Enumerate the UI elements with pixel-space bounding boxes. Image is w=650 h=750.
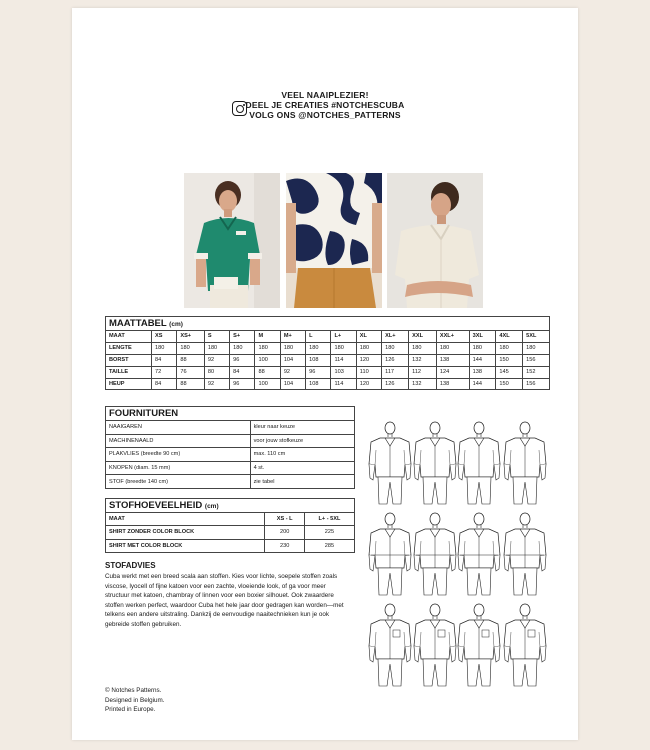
row-label: BORST: [106, 354, 152, 366]
notion-value: kleur naar keuze: [250, 421, 354, 435]
table-cell: 144: [469, 378, 496, 390]
header-text: [72, 90, 578, 120]
table-cell: 180: [409, 342, 437, 354]
notion-label: MACHINENAALD: [106, 434, 251, 448]
table-cell: 96: [230, 354, 255, 366]
table-cell: 120: [356, 354, 381, 366]
photo-model-cream-shirt: [387, 173, 483, 308]
fabric-header-cell: L+ - 5XL: [304, 513, 354, 526]
table-cell: 108: [306, 354, 331, 366]
fabric-quantity-table: [105, 498, 355, 553]
table-cell: 96: [306, 366, 331, 378]
table-cell: 145: [496, 366, 523, 378]
notion-value: max. 110 cm: [250, 448, 354, 462]
size-header-cell: 4XL: [496, 331, 523, 343]
table-row: [106, 434, 355, 448]
notion-value: zie tabel: [250, 475, 354, 489]
table-cell: 114: [331, 378, 356, 390]
table-cell: 156: [523, 378, 550, 390]
table-cell: 180: [152, 342, 177, 354]
row-label: LENGTE: [106, 342, 152, 354]
size-chart-table: [105, 316, 550, 390]
size-chart-header-row: [106, 331, 550, 343]
table-cell: 88: [177, 354, 204, 366]
size-header-cell: XL: [356, 331, 381, 343]
table-row: [106, 475, 355, 489]
table-row: [106, 366, 550, 378]
size-header-cell: XS: [152, 331, 177, 343]
table-cell: 138: [469, 366, 496, 378]
fabric-header-cell: XS - L: [265, 513, 305, 526]
table-cell: 180: [496, 342, 523, 354]
table-cell: 180: [356, 342, 381, 354]
table-cell: 180: [204, 342, 229, 354]
fabric-advice-title: STOFADVIES: [105, 561, 156, 570]
size-header-cell: 3XL: [469, 331, 496, 343]
size-header-cell: XXL: [409, 331, 437, 343]
table-row: [106, 354, 550, 366]
pattern-page: [72, 8, 578, 740]
table-cell: 180: [523, 342, 550, 354]
table-cell: 180: [331, 342, 356, 354]
fabric-advice-text: Cuba werkt met een breed scala aan stoffen. Kies voor lichte, soepele stoffen zoals viscose, lyocell of fijne katoen voor een zachte, vloeiende look, of ga voor meer structuur met katoen, chambray of linnen voor een boxier silhouet. Ook zwaardere stoffen werken perfect, waardoor Cuba het hele jaar door gedragen kan worden—met telkens een andere uitstraling. Dankzij de eenvoudige naaitechnieken kun je ook gebreide stoffen gebruiken.: [105, 573, 344, 628]
table-row: [106, 421, 355, 435]
printed-line: Printed in Europe.: [105, 706, 156, 714]
row-label: TAILLE: [106, 366, 152, 378]
table-row: [106, 342, 550, 354]
designed-line: Designed in Belgium.: [105, 696, 165, 704]
table-cell: 114: [331, 354, 356, 366]
table-row: [106, 378, 550, 390]
table-cell: 72: [152, 366, 177, 378]
table-cell: 108: [306, 378, 331, 390]
table-cell: 180: [382, 342, 409, 354]
table-cell: 156: [523, 354, 550, 366]
table-cell: 150: [496, 378, 523, 390]
table-cell: 117: [382, 366, 409, 378]
instagram-icon: [232, 101, 247, 116]
fabric-row-label: SHIRT MET COLOR BLOCK: [106, 539, 265, 552]
table-cell: 138: [436, 354, 469, 366]
size-header-cell: MAAT: [106, 331, 152, 343]
table-cell: 100: [255, 378, 280, 390]
size-chart-title: MAATTABEL (cm): [106, 317, 550, 331]
table-cell: 88: [255, 366, 280, 378]
photo-model-green-shirt: [184, 173, 280, 308]
fabric-row-label: SHIRT ZONDER COLOR BLOCK: [106, 526, 265, 539]
size-header-cell: M+: [280, 331, 305, 343]
table-cell: 180: [255, 342, 280, 354]
table-cell: 124: [436, 366, 469, 378]
table-cell: 120: [356, 378, 381, 390]
table-cell: 180: [469, 342, 496, 354]
table-cell: 138: [436, 378, 469, 390]
fabric-quantity-header-row: [106, 513, 355, 526]
table-cell: 84: [152, 378, 177, 390]
table-cell: 104: [280, 354, 305, 366]
table-cell: 180: [280, 342, 305, 354]
size-header-cell: S+: [230, 331, 255, 343]
copyright-line: © Notches Patterns.: [105, 687, 162, 694]
size-chart-title-row: [106, 317, 550, 331]
table-cell: 126: [382, 378, 409, 390]
size-header-cell: S: [204, 331, 229, 343]
table-cell: 103: [331, 366, 356, 378]
size-header-cell: 5XL: [523, 331, 550, 343]
size-header-cell: L+: [331, 331, 356, 343]
photo-print-shirt-detail: [286, 173, 382, 308]
table-cell: 92: [204, 354, 229, 366]
technical-figures-illustration: [368, 408, 558, 693]
fabric-quantity-title: STOFHOEVEELHEID (cm): [106, 499, 355, 513]
row-label: HEUP: [106, 378, 152, 390]
table-cell: 132: [409, 354, 437, 366]
notion-label: PLAKVLIES (breedte 90 cm): [106, 448, 251, 462]
size-header-cell: L: [306, 331, 331, 343]
size-header-cell: M: [255, 331, 280, 343]
table-cell: 110: [356, 366, 381, 378]
table-cell: 180: [306, 342, 331, 354]
table-cell: 132: [409, 378, 437, 390]
table-cell: 88: [177, 378, 204, 390]
notion-label: STOF (breedte 140 cm): [106, 475, 251, 489]
table-cell: 152: [523, 366, 550, 378]
table-row: [106, 526, 355, 539]
table-cell: 150: [496, 354, 523, 366]
table-cell: 84: [230, 366, 255, 378]
table-cell: 84: [152, 354, 177, 366]
notion-label: KNOPEN (diam. 15 mm): [106, 461, 251, 475]
size-header-cell: XL+: [382, 331, 409, 343]
table-cell: 200: [265, 526, 305, 539]
notion-value: voor jouw stofkeuze: [250, 434, 354, 448]
table-cell: 285: [304, 539, 354, 552]
table-row: [106, 539, 355, 552]
table-cell: 76: [177, 366, 204, 378]
notion-label: NAAIGAREN: [106, 421, 251, 435]
header-line-2: DEEL JE CREATIES #NOTCHESCUBA: [245, 100, 405, 110]
table-cell: 180: [177, 342, 204, 354]
table-cell: 80: [204, 366, 229, 378]
table-cell: 100: [255, 354, 280, 366]
header-line-1: VEEL NAAIPLEZIER!: [281, 90, 369, 100]
header-line-3: VOLG ONS @NOTCHES_PATTERNS: [249, 110, 401, 120]
table-cell: 180: [436, 342, 469, 354]
table-cell: 144: [469, 354, 496, 366]
table-cell: 96: [230, 378, 255, 390]
table-cell: 104: [280, 378, 305, 390]
table-cell: 112: [409, 366, 437, 378]
notions-table: [105, 406, 355, 489]
notion-value: 4 st.: [250, 461, 354, 475]
table-cell: 225: [304, 526, 354, 539]
fabric-header-cell: MAAT: [106, 513, 265, 526]
table-cell: 230: [265, 539, 305, 552]
table-cell: 92: [204, 378, 229, 390]
notions-title: FOURNITUREN: [106, 407, 355, 421]
table-row: [106, 448, 355, 462]
size-header-cell: XS+: [177, 331, 204, 343]
footer: [105, 686, 165, 715]
table-cell: 92: [280, 366, 305, 378]
table-row: [106, 461, 355, 475]
table-cell: 126: [382, 354, 409, 366]
table-cell: 180: [230, 342, 255, 354]
size-header-cell: XXL+: [436, 331, 469, 343]
